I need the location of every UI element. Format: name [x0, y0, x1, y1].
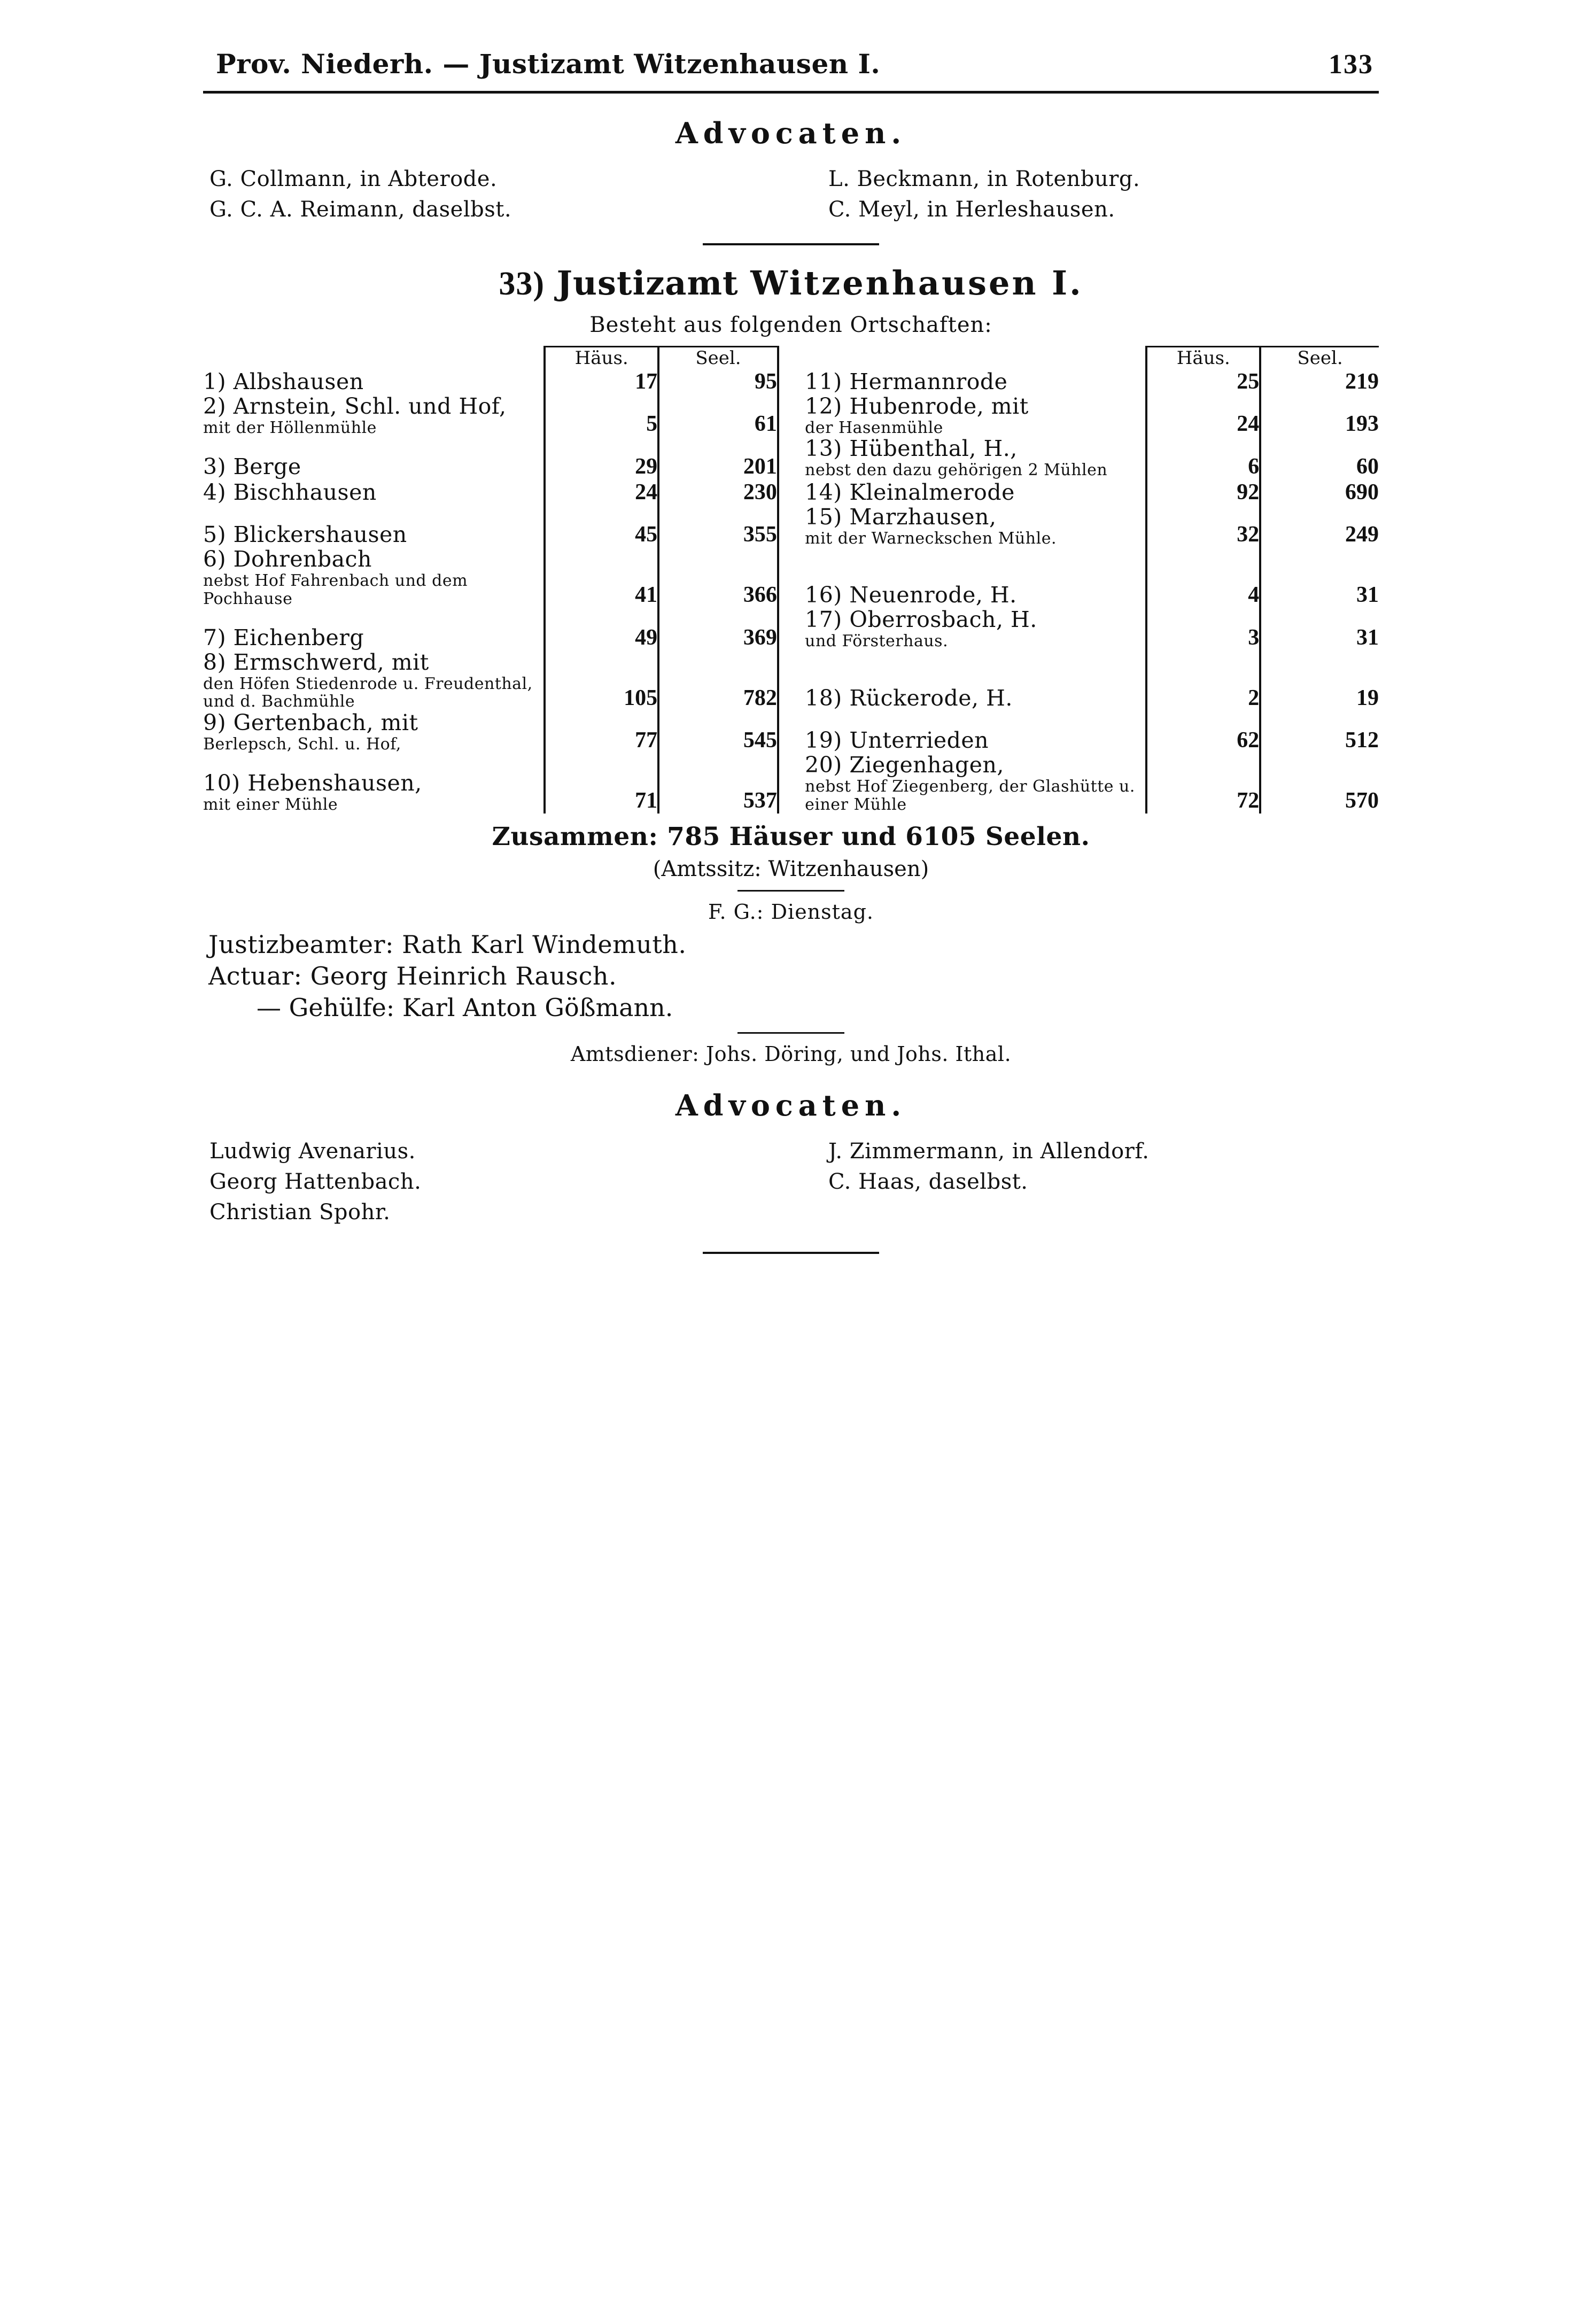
locality-index: 19) — [805, 727, 842, 754]
locality-name-cell — [805, 608, 1146, 650]
header-spacer-left — [203, 346, 545, 369]
locality-name-cell — [805, 505, 1146, 548]
locality-index: 11) — [805, 368, 842, 394]
table-row — [203, 394, 1379, 437]
advocates-bottom-heading: Advocaten. — [675, 1088, 907, 1122]
locality-note: nebst Hof Ziegenberg, der Glashütte u. einer Mühle — [805, 777, 1135, 814]
list-item: C. Meyl, in Herleshausen. — [828, 197, 1115, 222]
locality-name: Blickershausen — [233, 522, 407, 548]
list-item: Georg Hattenbach. — [209, 1169, 422, 1194]
advocates-top-heading: Advocaten. — [675, 116, 907, 150]
locality-index: 9) — [203, 709, 227, 735]
locality-note: nebst Hof Fahrenbach und dem Pochhause — [203, 571, 468, 608]
locality-souls: 782 — [658, 650, 778, 711]
officers-list — [203, 929, 1379, 1024]
officers-divider — [737, 1032, 844, 1034]
list-item: G. C. A. Reimann, daselbst. — [209, 197, 512, 222]
locality-note: den Höfen Stiedenrode u. Freudenthal, und d. Bachmühle — [203, 674, 533, 711]
locality-souls: 545 — [658, 711, 778, 754]
locality-name-cell — [203, 479, 545, 505]
locality-souls: 369 — [658, 608, 778, 650]
section-divider — [703, 243, 879, 245]
locality-index: 17) — [805, 607, 842, 633]
advocates-bottom-right-column — [791, 1136, 1379, 1227]
locality-name: Marzhausen, — [849, 503, 997, 530]
locality-houses: 41 — [545, 547, 658, 608]
table-row — [203, 547, 1379, 608]
locality-name-cell — [805, 479, 1146, 505]
header-rule — [203, 91, 1379, 94]
list-item: Christian Spohr. — [209, 1199, 391, 1225]
running-head-title: Prov. Niederh. — Justizamt Witzenhausen I. — [216, 48, 881, 80]
locality-souls: 61 — [658, 394, 778, 437]
column-gap — [778, 547, 805, 608]
advocates-bottom-left-column — [203, 1136, 791, 1227]
locality-houses: 3 — [1146, 608, 1260, 650]
locality-name: Bischhausen — [233, 479, 377, 505]
page-number: 133 — [1329, 49, 1373, 80]
locality-houses: 32 — [1146, 505, 1260, 548]
locality-name-cell — [203, 650, 545, 711]
column-header-souls-right: Seel. — [1260, 346, 1379, 369]
column-gap — [778, 394, 805, 437]
locality-note: und Försterhaus. — [805, 632, 949, 651]
locality-index: 15) — [805, 503, 842, 530]
locality-souls: 537 — [658, 753, 778, 814]
officer-line: Actuar: Georg Heinrich Rausch. — [208, 962, 617, 991]
locality-name-cell — [805, 437, 1146, 479]
advocates-top-list — [203, 164, 1379, 225]
locality-name-cell — [203, 394, 545, 437]
column-gap — [778, 437, 805, 479]
locality-name-cell — [203, 608, 545, 650]
locality-name-cell — [805, 394, 1146, 437]
locality-name: Hübenthal, H., — [849, 436, 1018, 462]
locality-souls: 366 — [658, 547, 778, 608]
table-row — [203, 369, 1379, 394]
locality-name-cell — [203, 547, 545, 608]
column-gap — [778, 608, 805, 650]
column-gap — [778, 711, 805, 754]
district-number: 33) — [499, 265, 545, 302]
locality-houses: 2 — [1146, 650, 1260, 711]
locality-index: 16) — [805, 582, 842, 608]
locality-souls: 201 — [658, 437, 778, 479]
locality-houses: 24 — [545, 479, 658, 505]
page-content — [203, 48, 1379, 1254]
locality-name: Gertenbach, mit — [233, 709, 418, 735]
list-item: Ludwig Avenarius. — [209, 1139, 416, 1164]
locality-index: 4) — [203, 479, 227, 505]
officer-line: — Gehülfe: Karl Anton Gößmann. — [257, 993, 673, 1022]
locality-index: 14) — [805, 479, 842, 505]
district-title-prefix: Justizamt — [556, 263, 739, 303]
locality-note: nebst den dazu gehörigen 2 Mühlen — [805, 461, 1108, 479]
locality-index: 18) — [805, 685, 842, 711]
locality-houses: 24 — [1146, 394, 1260, 437]
list-item: L. Beckmann, in Rotenburg. — [828, 167, 1140, 191]
locality-souls: 19 — [1260, 650, 1379, 711]
court-day-line: F. G.: Dienstag. — [708, 900, 874, 924]
locality-name: Arnstein, Schl. und Hof, — [233, 393, 507, 419]
locality-name: Berge — [233, 453, 301, 479]
locality-index: 6) — [203, 546, 227, 572]
locality-name: Hermannrode — [849, 368, 1008, 394]
locality-souls: 690 — [1260, 479, 1379, 505]
locality-name: Hebenshausen, — [247, 770, 422, 796]
locality-name-cell — [203, 505, 545, 548]
locality-houses: 6 — [1146, 437, 1260, 479]
locality-souls: 31 — [1260, 547, 1379, 608]
locality-souls: 219 — [1260, 369, 1379, 394]
locality-index: 2) — [203, 393, 227, 419]
locality-houses: 29 — [545, 437, 658, 479]
bottom-divider — [703, 1252, 879, 1254]
locality-houses: 17 — [545, 369, 658, 394]
locality-name: Kleinalmerode — [849, 479, 1015, 505]
locality-houses: 105 — [545, 650, 658, 711]
list-item: J. Zimmermann, in Allendorf. — [828, 1139, 1150, 1164]
locality-souls: 570 — [1260, 753, 1379, 814]
locality-souls: 193 — [1260, 394, 1379, 437]
locality-note: mit einer Mühle — [203, 795, 338, 814]
table-row — [203, 437, 1379, 479]
column-header-houses-right: Häus. — [1146, 346, 1260, 369]
locality-souls: 355 — [658, 505, 778, 548]
locality-houses: 45 — [545, 505, 658, 548]
locality-note: der Hasenmühle — [805, 418, 943, 437]
locality-name-cell — [805, 711, 1146, 754]
column-gap — [778, 369, 805, 394]
locality-note: Berlepsch, Schl. u. Hof, — [203, 734, 401, 754]
locality-name-cell — [805, 547, 1146, 608]
locality-name: Ermschwerd, mit — [233, 649, 429, 675]
district-title-place: Witzenhausen I. — [750, 263, 1083, 303]
column-header-houses-left: Häus. — [545, 346, 658, 369]
table-row — [203, 505, 1379, 548]
locality-name-cell — [203, 753, 545, 814]
totals-line: Zusammen: 785 Häuser und 6105 Seelen. — [492, 822, 1090, 852]
locality-note: mit der Höllenmühle — [203, 418, 377, 437]
table-row — [203, 650, 1379, 711]
locality-houses: 25 — [1146, 369, 1260, 394]
column-gap — [778, 505, 805, 548]
table-row — [203, 608, 1379, 650]
locality-houses: 4 — [1146, 547, 1260, 608]
list-item: C. Haas, daselbst. — [828, 1169, 1028, 1194]
locality-souls: 95 — [658, 369, 778, 394]
locality-name-cell — [805, 753, 1146, 814]
locality-name: Ziegenhagen, — [849, 752, 1004, 778]
locality-name: Rückerode, H. — [849, 685, 1013, 711]
locality-houses: 92 — [1146, 479, 1260, 505]
locality-souls: 31 — [1260, 608, 1379, 650]
locality-index: 12) — [805, 393, 842, 419]
locality-name: Unterrieden — [849, 727, 989, 754]
locality-name: Eichenberg — [233, 624, 364, 650]
header-spacer-right — [805, 346, 1146, 369]
seat-divider — [737, 890, 844, 892]
district-heading — [203, 264, 1379, 303]
list-item: G. Collmann, in Abterode. — [209, 167, 498, 191]
locality-souls: 249 — [1260, 505, 1379, 548]
column-gap — [778, 479, 805, 505]
table-header-row — [203, 346, 1379, 369]
seat-line: (Amtssitz: Witzenhausen) — [653, 857, 929, 882]
column-gap — [778, 753, 805, 814]
advocates-top-right-column — [791, 164, 1379, 225]
locality-name: Hubenrode, mit — [849, 393, 1029, 419]
locality-index: 3) — [203, 453, 227, 479]
table-row — [203, 753, 1379, 814]
column-gap — [778, 346, 805, 369]
localities-table — [203, 346, 1379, 814]
column-gap — [778, 650, 805, 711]
locality-houses: 62 — [1146, 711, 1260, 754]
advocates-top-left-column — [203, 164, 791, 225]
table-row — [203, 479, 1379, 505]
locality-houses: 77 — [545, 711, 658, 754]
locality-name: Dohrenbach — [233, 546, 372, 572]
locality-index: 5) — [203, 522, 227, 548]
locality-name: Neuenrode, H. — [849, 582, 1017, 608]
locality-index: 10) — [203, 770, 240, 796]
locality-name-cell — [805, 369, 1146, 394]
officer-line: Justizbeamter: Rath Karl Windemuth. — [208, 930, 687, 959]
locality-souls: 60 — [1260, 437, 1379, 479]
locality-index: 20) — [805, 752, 842, 778]
servants-line: Amtsdiener: Johs. Döring, und Johs. Ithal. — [570, 1042, 1012, 1066]
locality-houses: 71 — [545, 753, 658, 814]
table-row — [203, 711, 1379, 754]
locality-name-cell — [203, 437, 545, 479]
locality-houses: 72 — [1146, 753, 1260, 814]
column-header-souls-left: Seel. — [658, 346, 778, 369]
locality-name: Albshausen — [233, 368, 364, 394]
district-subtitle: Besteht aus folgenden Ortschaften: — [589, 312, 992, 337]
locality-index: 8) — [203, 649, 227, 675]
locality-index: 1) — [203, 368, 227, 394]
locality-index: 7) — [203, 624, 227, 650]
locality-souls: 230 — [658, 479, 778, 505]
locality-name-cell — [203, 711, 545, 754]
running-head — [203, 48, 1379, 80]
advocates-bottom-list — [203, 1136, 1379, 1227]
locality-name: Oberrosbach, H. — [849, 607, 1037, 633]
locality-houses: 5 — [545, 394, 658, 437]
locality-note: mit der Warneckschen Mühle. — [805, 529, 1057, 548]
locality-name-cell — [203, 369, 545, 394]
locality-souls: 512 — [1260, 711, 1379, 754]
locality-index: 13) — [805, 436, 842, 462]
locality-houses: 49 — [545, 608, 658, 650]
locality-name-cell — [805, 650, 1146, 711]
